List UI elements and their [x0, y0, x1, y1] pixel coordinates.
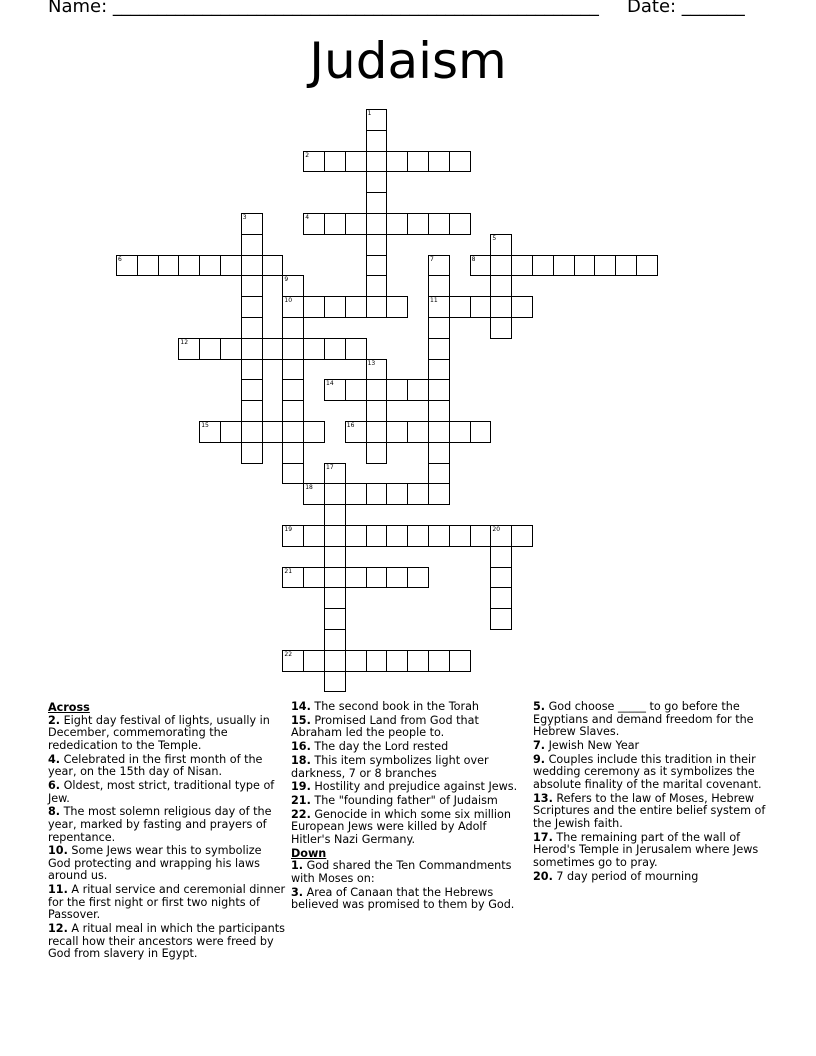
crossword-cell[interactable] [345, 567, 367, 589]
crossword-cell[interactable] [407, 525, 429, 547]
crossword-cell[interactable] [428, 255, 450, 277]
crossword-cell[interactable] [407, 421, 429, 443]
clue-item-text: Refers to the law of Moses, Hebrew Scriptures and the entire belief system of the Jewish faith. [533, 791, 766, 830]
clue-item [291, 860, 529, 885]
clue-item-number: 22. [291, 807, 311, 821]
crossword-cell[interactable] [366, 275, 388, 297]
crossword-cell[interactable] [407, 213, 429, 235]
crossword-cell[interactable] [407, 483, 429, 505]
across-clue-list [48, 715, 286, 961]
crossword-cell[interactable] [345, 650, 367, 672]
crossword-cell[interactable] [282, 359, 304, 381]
crossword-cell[interactable] [407, 151, 429, 173]
crossword-cell[interactable] [241, 442, 263, 464]
crossword-cell[interactable] [303, 483, 325, 505]
clue-item-text: This item symbolizes light over darkness, 7 or 8 branches [291, 753, 489, 780]
crossword-cell[interactable] [178, 255, 200, 277]
clue-item-text: Hostility and prejudice against Jews. [310, 780, 518, 794]
crossword-cell[interactable] [282, 463, 304, 485]
crossword-cell[interactable] [324, 338, 346, 360]
clue-item [533, 793, 771, 831]
clue-item-text: Oldest, most strict, traditional type of Jew. [48, 778, 275, 805]
clue-item-text: Some Jews wear this to symbolize God protecting and wrapping his laws around us. [48, 844, 262, 883]
clue-item [533, 832, 771, 870]
clue-number: 22 [284, 650, 293, 658]
crossword-cell[interactable] [282, 567, 304, 589]
clue-item-number: 15. [291, 713, 311, 727]
crossword-cell[interactable] [303, 567, 325, 589]
crossword-cell[interactable] [386, 379, 408, 401]
crossword-cell[interactable] [366, 130, 388, 152]
crossword-cell[interactable] [324, 213, 346, 235]
clue-item-text: 7 day period of mourning [552, 869, 699, 883]
crossword-cell[interactable] [386, 567, 408, 589]
clue-item-number: 2. [48, 713, 61, 727]
clue-item-number: 16. [291, 740, 311, 754]
crossword-cell[interactable] [282, 650, 304, 672]
clue-number: 4 [305, 214, 310, 221]
across-heading: Across [48, 701, 90, 714]
crossword-cell[interactable] [366, 359, 388, 381]
down-clue-list-continued [533, 701, 771, 883]
clue-item-text: Eight day festival of lights, usually in December, commemorating the rededication to the Temple. [48, 713, 270, 752]
crossword-cell[interactable] [303, 525, 325, 547]
crossword-cell[interactable] [428, 296, 450, 318]
clue-item-number: 21. [291, 794, 311, 808]
clue-number: 3 [242, 214, 247, 221]
clue-item-number: 18. [291, 753, 311, 767]
clue-item [533, 740, 771, 753]
crossword-cell[interactable] [490, 608, 512, 630]
clue-item-text: The "founding father" of Judaism [310, 794, 498, 808]
clue-item [48, 780, 286, 805]
crossword-cell[interactable] [324, 671, 346, 693]
crossword-cell[interactable] [262, 338, 284, 360]
clue-item [48, 715, 286, 753]
clue-item [48, 884, 286, 922]
clue-item [533, 754, 771, 792]
crossword-cell[interactable] [262, 255, 284, 277]
crossword-cell[interactable] [428, 400, 450, 422]
crossword-cell[interactable] [324, 650, 346, 672]
crossword-cell[interactable] [158, 255, 180, 277]
page-title: Judaism [309, 32, 507, 90]
crossword-cell[interactable] [470, 421, 492, 443]
crossword-cell[interactable] [511, 296, 533, 318]
clue-number: 10 [284, 297, 293, 305]
crossword-cell[interactable] [345, 525, 367, 547]
crossword-cell[interactable] [366, 109, 388, 131]
crossword-cell[interactable] [303, 151, 325, 173]
clue-item [48, 845, 286, 883]
crossword-cell[interactable] [490, 525, 512, 547]
crossword-cell[interactable] [386, 421, 408, 443]
crossword-cell[interactable] [532, 255, 554, 277]
crossword-cell[interactable] [366, 151, 388, 173]
crossword-cell[interactable] [324, 463, 346, 485]
down-heading: Down [291, 846, 327, 860]
clue-item-number: 3. [291, 885, 304, 899]
crossword-cell[interactable] [428, 650, 450, 672]
crossword-cell[interactable] [303, 213, 325, 235]
clue-item-number: 11. [48, 883, 68, 897]
crossword-cell[interactable] [366, 650, 388, 672]
clue-item-number: 10. [48, 844, 68, 858]
across-clue-list-continued [291, 701, 529, 847]
crossword-cell[interactable] [366, 192, 388, 214]
crossword-cell[interactable] [490, 567, 512, 589]
crossword-cell[interactable] [407, 379, 429, 401]
clue-item-number: 9. [533, 752, 546, 766]
crossword-cell[interactable] [303, 338, 325, 360]
crossword-cell[interactable] [511, 525, 533, 547]
crossword-cell[interactable] [345, 213, 367, 235]
crossword-cell[interactable] [220, 421, 242, 443]
clue-item-number: 17. [533, 830, 553, 844]
clue-item [48, 806, 286, 844]
clue-item [291, 741, 529, 754]
crossword-cell[interactable] [282, 275, 304, 297]
crossword-cell[interactable] [386, 483, 408, 505]
clue-item-text: Couples include this tradition in their wedding ceremony as it symbolizes the absolute finality of the marital covenant. [533, 752, 762, 791]
clue-item [291, 887, 529, 912]
crossword-cell[interactable] [428, 379, 450, 401]
crossword-cell[interactable] [428, 338, 450, 360]
clue-item-number: 1. [291, 859, 304, 873]
crossword-cell[interactable] [366, 296, 388, 318]
date-field: Date: _______ [627, 0, 745, 17]
clue-item-number: 14. [291, 700, 311, 713]
crossword-cell[interactable] [220, 338, 242, 360]
crossword-cell[interactable] [345, 379, 367, 401]
crossword-cell[interactable] [366, 255, 388, 277]
clue-item-text: God choose _____ to go before the Egyptians and demand freedom for the Hebrew Slaves. [533, 700, 754, 739]
crossword-cell[interactable] [324, 296, 346, 318]
crossword-cell[interactable] [241, 296, 263, 318]
clue-item-number: 12. [48, 922, 68, 936]
crossword-cell[interactable] [241, 213, 263, 235]
crossword-cell[interactable] [407, 650, 429, 672]
crossword-cell[interactable] [303, 296, 325, 318]
crossword-cell[interactable] [241, 379, 263, 401]
crossword-cell[interactable] [490, 275, 512, 297]
crossword-cell[interactable] [324, 504, 346, 526]
crossword-cell[interactable] [241, 338, 263, 360]
crossword-cell[interactable] [386, 151, 408, 173]
name-field: Name: ______________________________________________________ [48, 0, 599, 17]
crossword-cell[interactable] [199, 421, 221, 443]
crossword-cell[interactable] [345, 483, 367, 505]
clue-number: 2 [305, 151, 310, 159]
clue-number: 12 [180, 338, 189, 346]
clue-number: 5 [492, 234, 497, 242]
clue-item [48, 923, 286, 961]
crossword-cell[interactable] [428, 213, 450, 235]
crossword-cell[interactable] [366, 525, 388, 547]
clue-item-text: A ritual meal in which the participants recall how their ancestors were freed by God from slavery in Egypt. [48, 922, 285, 961]
crossword-cell[interactable] [386, 213, 408, 235]
crossword-cell[interactable] [428, 525, 450, 547]
crossword-cell[interactable] [574, 255, 596, 277]
crossword-cell[interactable] [386, 525, 408, 547]
clue-item-number: 4. [48, 752, 61, 766]
clue-item [291, 701, 529, 714]
clue-item-number: 8. [48, 805, 61, 819]
clue-number: 7 [430, 255, 434, 263]
crossword-cell[interactable] [470, 296, 492, 318]
crossword-cell[interactable] [241, 317, 263, 339]
crossword-cell[interactable] [282, 317, 304, 339]
crossword-cell[interactable] [594, 255, 616, 277]
crossword-cell[interactable] [428, 151, 450, 173]
clue-number: 1 [367, 110, 372, 117]
crossword-cell[interactable] [199, 255, 221, 277]
crossword-cell[interactable] [282, 379, 304, 401]
clues-column-3 [533, 701, 771, 884]
crossword-cell[interactable] [241, 421, 263, 443]
crossword-cell[interactable] [282, 525, 304, 547]
clue-item-number: 7. [533, 738, 546, 752]
crossword-cell[interactable] [241, 275, 263, 297]
crossword-cell[interactable] [345, 151, 367, 173]
crossword-cell[interactable] [345, 338, 367, 360]
clue-item-text: Promised Land from God that Abraham led the people to. [291, 713, 479, 740]
clue-item-text: Jewish New Year [545, 738, 640, 752]
crossword-cell[interactable] [366, 379, 388, 401]
clue-item [48, 754, 286, 779]
crossword-cell[interactable] [428, 275, 450, 297]
clue-item-text: God shared the Ten Commandments with Moses on: [291, 859, 512, 886]
clue-item [291, 755, 529, 780]
crossword-cell[interactable] [636, 255, 658, 277]
crossword-cell[interactable] [324, 151, 346, 173]
clue-item [291, 781, 529, 794]
crossword-cell[interactable] [470, 525, 492, 547]
clue-item-text: Celebrated in the first month of the year, on the 15th day of Nisan. [48, 752, 263, 779]
crossword-cell[interactable] [449, 213, 471, 235]
clue-item [291, 795, 529, 808]
crossword-cell[interactable] [366, 567, 388, 589]
crossword-cell[interactable] [324, 483, 346, 505]
clue-item-text: A ritual service and ceremonial dinner for the first night or first two nights of Passover. [48, 883, 286, 922]
clue-item-text: The remaining part of the wall of Herod's Temple in Jerusalem where Jews sometimes go to pray. [533, 830, 759, 869]
crossword-cell[interactable] [282, 400, 304, 422]
clue-number: 14 [326, 380, 334, 388]
crossword-cell[interactable] [511, 255, 533, 277]
clue-item-number: 20. [533, 869, 553, 883]
crossword-cell[interactable] [470, 255, 492, 277]
crossword-cell[interactable] [220, 255, 242, 277]
clue-number: 16 [346, 422, 355, 429]
clue-item [291, 809, 529, 847]
crossword-cell[interactable] [449, 421, 471, 443]
clue-item [291, 715, 529, 740]
crossword-cell[interactable] [366, 483, 388, 505]
crossword-cell[interactable] [449, 525, 471, 547]
crossword-cell[interactable] [428, 359, 450, 381]
crossword-cell[interactable] [366, 421, 388, 443]
crossword-cell[interactable] [345, 296, 367, 318]
clue-item [533, 701, 771, 739]
crossword-cell[interactable] [490, 255, 512, 277]
crossword-cell[interactable] [428, 483, 450, 505]
crossword-cell[interactable] [241, 359, 263, 381]
clue-item-number: 19. [291, 780, 311, 794]
clue-number: 9 [284, 276, 289, 284]
clue-number: 19 [284, 526, 293, 533]
crossword-cell[interactable] [116, 255, 138, 277]
crossword-cell[interactable] [241, 400, 263, 422]
clue-item-number: 6. [48, 778, 61, 792]
crossword-cell[interactable] [324, 629, 346, 651]
crossword-cell[interactable] [428, 421, 450, 443]
crossword-cell[interactable] [282, 338, 304, 360]
crossword-cell[interactable] [366, 400, 388, 422]
down-clue-list [291, 860, 529, 912]
clue-number: 11 [430, 297, 438, 305]
crossword-cell[interactable] [324, 379, 346, 401]
crossword-cell[interactable] [324, 608, 346, 630]
crossword-cell[interactable] [490, 296, 512, 318]
crossword-cell[interactable] [386, 296, 408, 318]
crossword-cell[interactable] [449, 151, 471, 173]
clue-number: 6 [118, 255, 122, 263]
clue-number: 13 [367, 359, 376, 367]
crossword-cell[interactable] [303, 421, 325, 443]
crossword-cell[interactable] [324, 567, 346, 589]
crossword-cell[interactable] [282, 296, 304, 318]
crossword-cell[interactable] [428, 442, 450, 464]
clue-number: 20 [492, 526, 501, 533]
clue-item-text: The day the Lord rested [310, 740, 449, 754]
clue-number: 17 [326, 463, 334, 471]
clue-item-text: Area of Canaan that the Hebrews believed was promised to them by God. [291, 885, 515, 912]
crossword-cell[interactable] [490, 546, 512, 568]
crossword-cell[interactable] [407, 567, 429, 589]
crossword-cell[interactable] [241, 234, 263, 256]
crossword-cell[interactable] [324, 546, 346, 568]
crossword-cell[interactable] [262, 421, 284, 443]
clue-number: 8 [471, 255, 476, 263]
clue-item-number: 13. [533, 791, 553, 805]
clue-item-number: 5. [533, 700, 546, 713]
crossword-cell[interactable] [449, 296, 471, 318]
crossword-cell[interactable] [324, 587, 346, 609]
crossword-cell[interactable] [137, 255, 159, 277]
crossword-cell[interactable] [241, 255, 263, 277]
crossword-cell[interactable] [366, 234, 388, 256]
clue-item-text: Genocide in which some six million European Jews were killed by Adolf Hitler's Nazi Germany. [291, 807, 511, 847]
clues-column-1 [48, 701, 286, 962]
crossword-cell[interactable] [490, 587, 512, 609]
clue-item-text: The most solemn religious day of the year, marked by fasting and prayers of repentance. [48, 805, 272, 844]
crossword-cell[interactable] [282, 421, 304, 443]
crossword-cell[interactable] [366, 213, 388, 235]
crossword-cell[interactable] [428, 317, 450, 339]
crossword-cell[interactable] [178, 338, 200, 360]
crossword-cell[interactable] [366, 442, 388, 464]
clues-column-2 [291, 701, 529, 913]
clue-number: 18 [305, 484, 313, 492]
crossword-cell[interactable] [199, 338, 221, 360]
crossword-cell[interactable] [303, 650, 325, 672]
crossword-cell[interactable] [615, 255, 637, 277]
crossword-cell[interactable] [449, 650, 471, 672]
clue-number: 21 [284, 567, 293, 575]
crossword-cell[interactable] [324, 525, 346, 547]
crossword-cell[interactable] [553, 255, 575, 277]
crossword-cell[interactable] [386, 650, 408, 672]
crossword-cell[interactable] [490, 234, 512, 256]
clue-item [533, 871, 771, 884]
crossword-cell[interactable] [490, 317, 512, 339]
crossword-cell[interactable] [282, 442, 304, 464]
clue-number: 15 [201, 422, 209, 429]
crossword-cell[interactable] [428, 463, 450, 485]
clue-item-text: The second book in the Torah [310, 700, 480, 713]
crossword-cell[interactable] [345, 421, 367, 443]
crossword-cell[interactable] [366, 171, 388, 193]
